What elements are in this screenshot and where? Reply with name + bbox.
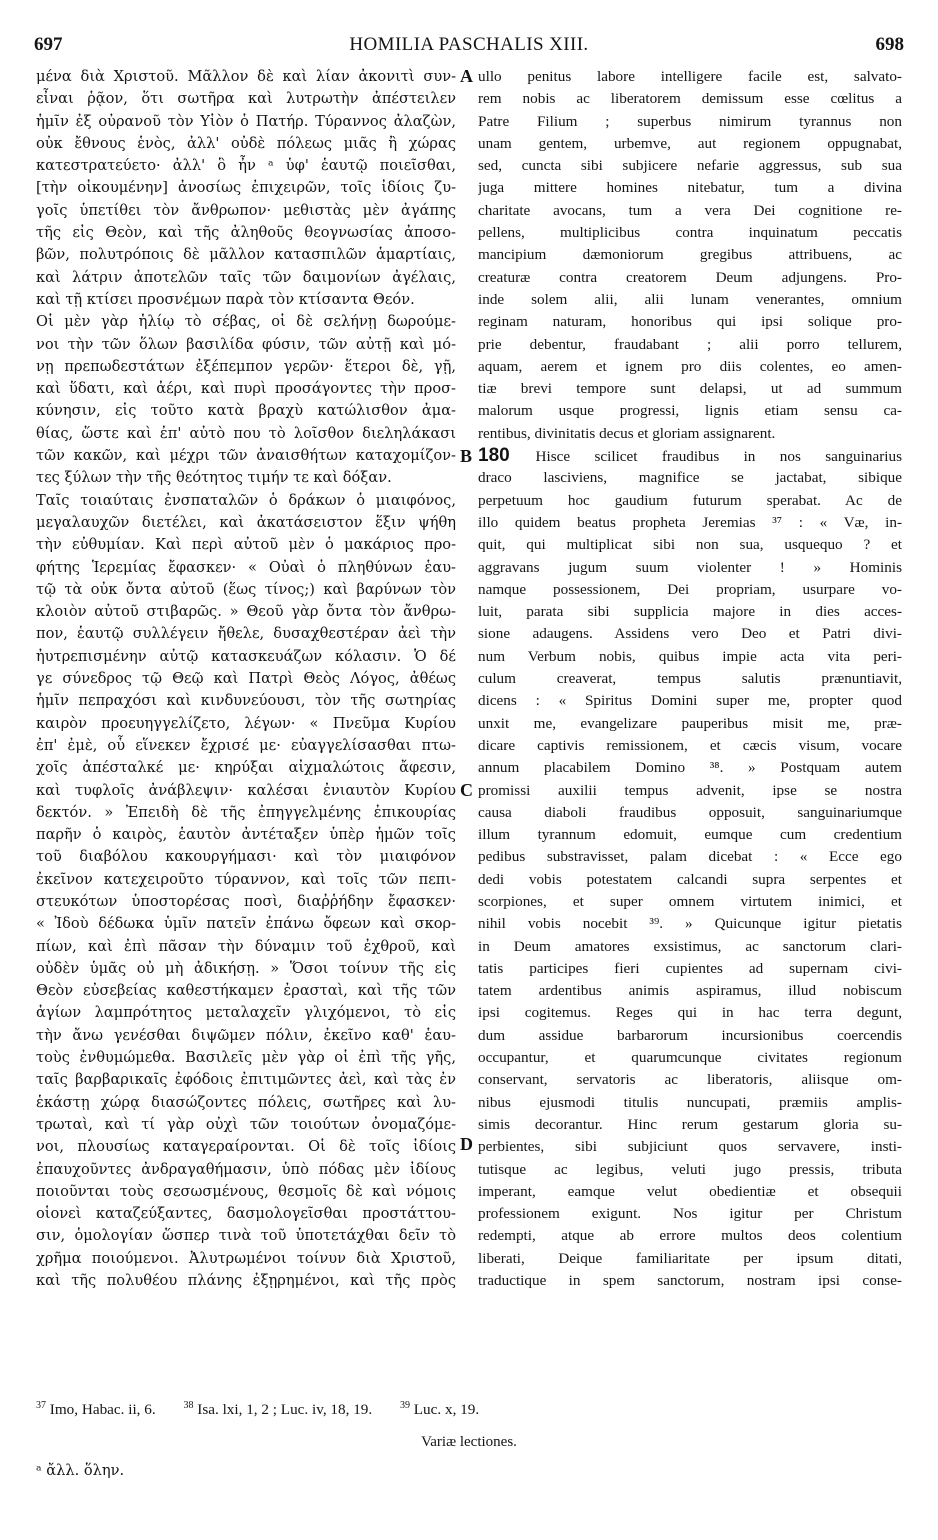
text-line: ἁγίων λαμπρότητος μεταλαχεῖν γλιχόμενοι, τὸ εἰς xyxy=(36,1004,456,1022)
text-line: promissi auxilii tempus advenit, ipse se nostra xyxy=(478,781,902,799)
text-line: quit, qui multiplicat sibi non sua, usquequo ? et xyxy=(478,536,902,554)
text-line: imperant, eamque velut obedientiæ et obsequii xyxy=(478,1182,902,1200)
text-line: νοι, πλουσίως καταγεραίρονται. Οἱ δὲ τοῖς ἰδίοις xyxy=(36,1138,456,1156)
text-line: ἠυτρεπισμένην αὐτῷ κατασκευάζων κόλασιν. Ὁ δέ xyxy=(36,647,456,665)
text-line: malorum usque progressi, lignis etiam sensu ca- xyxy=(478,402,902,420)
text-line: nibus ejusmodi titulis nuncupati, præmiis amplis- xyxy=(478,1093,902,1111)
text-line: γοῖς ὑπετίθει τὸν ἄνθρωπον· μεθιστὰς μὲν ἀγάπης xyxy=(36,201,456,219)
text-line: redempti, atque ab errore multos deos colentium xyxy=(478,1227,902,1245)
text-line: mancipium dæmoniorum gregibus attribuens, ac xyxy=(478,246,902,264)
text-line: κλοιὸν αὐτοῦ στιβαρῶς. » Θεοῦ γὰρ ὄντα τὸν ἄνθρω- xyxy=(36,603,456,621)
text-line: professionem exigunt. Nos igitur per Christum xyxy=(478,1205,902,1223)
text-line: dedi vobis potestatem calcandi supra serpentes et xyxy=(478,870,902,888)
text-line: Οἱ μὲν γὰρ ἡλίῳ τὸ σέβας, οἱ δὲ σελήνῃ δωρούμε- xyxy=(36,313,456,331)
text-line: μένα διὰ Χριστοῦ. Μᾶλλον δὲ καὶ λίαν ἀκονιτὶ συν- xyxy=(36,68,456,85)
text-line: rem nobis ac liberatorem demissum esse cœlitus a xyxy=(478,90,902,108)
text-line: καὶ ὕδατι, καὶ ἀέρι, καὶ πυρὶ προσάγοντες τὴν προσ- xyxy=(36,380,456,398)
text-line: ipsi cogitemus. Reges qui in hac terra degunt, xyxy=(478,1004,902,1022)
text-line: χοῖς ἀπέσταλκέ με· κηρύξαι αἰχμαλώτοις ἄφεσιν, xyxy=(36,759,456,777)
text-line: num Verbum nobis, quibus impie acta vita peri- xyxy=(478,647,902,665)
text-line: πίων, καὶ ἐπὶ πᾶσαν τὴν δύναμιν τοῦ ἐχθροῦ, καὶ xyxy=(36,937,456,955)
text-line: ἐκεῖνον κατεχειροῦτο τύραννον, καὶ τοῖς τῶν πεπι- xyxy=(36,870,456,888)
text-line: πον, ἑαυτῷ συλλέγειν ἤθελε, δυσαχθεστέραν ἀεὶ τὴν xyxy=(36,625,456,643)
text-line: dum assidue barbarorum incursionibus coercendis xyxy=(478,1026,902,1044)
text-line: perbientes, sibi subjiciunt quos servavere, insti- xyxy=(478,1138,902,1156)
page-number-left: 697 xyxy=(34,34,63,55)
margin-letter-d: D xyxy=(460,1134,473,1154)
running-header xyxy=(32,30,906,60)
text-line: κύνησιν, εἰς τοῦτο κατὰ βραχὺ κατώλισθον ἀμα- xyxy=(36,402,456,420)
text-line: aquam, aerem et ignem pro diis colentes, eo amen- xyxy=(478,357,902,375)
page-number-right: 698 xyxy=(875,34,904,55)
text-line: γε σύνεδρος τῷ Θεῷ καὶ Πατρὶ Θεὸς Λόγος, ἀθέως xyxy=(36,670,456,688)
latin-text-column xyxy=(478,66,902,1292)
text-line: pellens, multiplicibus contra inquinatum peccatis xyxy=(478,224,902,242)
text-line: sione adaugens. Assidens vero Deo et Patri divi- xyxy=(478,625,902,643)
text-line: τοὺς ἐνθυμώμεθα. Βασιλεῖς μὲν γὰρ οἱ ἐπὶ τῆς γῆς, xyxy=(36,1049,456,1067)
text-line: θίας, ὥστε καὶ ἐπ' αὐτὸ που τὸ λοῖσθον διεληλάκασι xyxy=(36,424,456,442)
text-line: tatis participes fieri cupientes ad supernam civi- xyxy=(478,959,902,977)
text-line: οἱονεὶ καταζεύξαντες, δασμολογεῖσθαι προστάττου- xyxy=(36,1205,456,1223)
text-line: namque possessionem, Dei propriam, usurpare vo- xyxy=(478,580,902,598)
text-line: ἡμῖν ἐξ οὐρανοῦ τὸν Υἱὸν ὁ Πατήρ. Τύραννος ἀλαζὼν, xyxy=(36,112,456,130)
footnote-39 xyxy=(400,1401,491,1418)
text-line: dicens : « Spiritus Domini super me, propter quod xyxy=(478,692,902,710)
text-line: τῆς εἰς Θεὸν, καὶ τῆς ἀληθοῦς θεογνωσίας ἀποσο- xyxy=(36,224,456,242)
text-line: pedibus substravisset, palam dicebat : « Ecce ego xyxy=(478,848,902,866)
text-line: liberati, Deique familiaritate per ipsum ditati, xyxy=(478,1249,902,1267)
text-line: in Deum amatores exsistimus, ac sanctorum clari- xyxy=(478,937,902,955)
text-line: juga mittere homines nitebatur, tum a divina xyxy=(478,179,902,197)
text-line: τῶν κακῶν, καὶ μέχρι τῶν ἀναισθήτων καταχομίζον- xyxy=(36,447,456,465)
text-line: prie debentur, fraudabant ; alii porro tellurem, xyxy=(478,335,902,353)
variae-lectiones-heading: Variæ lectiones. xyxy=(421,1434,517,1450)
text-line: καὶ τυφλοῖς ἀνάβλεψιν· καλέσαι ἐνιαυτὸν Κυρίου xyxy=(36,781,456,799)
footnotes xyxy=(36,1400,902,1419)
text-line: ἡμῖν πεπραχόσι καὶ κινδυνεύουσι, τὸν τῆς σωτηρίας xyxy=(36,692,456,710)
text-line: simis decorantur. Hinc rerum gestarum gloria su- xyxy=(478,1115,902,1133)
text-line: βῶν, πολυτρόποις δὲ μᾶλλον κατασπιλῶν ἁμαρτίαις, xyxy=(36,246,456,264)
text-line: καιρὸν προευηγγελίζετο, λέγων· « Πνεῦμα Κυρίου xyxy=(36,714,456,732)
text-line: ποιοῦνται τοὺς σεσωσμένους, θεσμοῖς δὲ καὶ νόμοις xyxy=(36,1182,456,1200)
text-line: causa diaboli fraudibus opposuit, sanguinariumque xyxy=(478,803,902,821)
text-line: κατεστρατεύετο· ἀλλ' ὃ ἦν ᵃ ὑφ' ἑαυτῷ ποιεῖσθαι, xyxy=(36,157,456,175)
text-line: ἐπαυχοῦντες ἀνδραγαθήμασιν, ὑπὸ πόδας μὲν ἰδίους xyxy=(36,1160,456,1178)
text-line: annum placabilem Domino ³⁸. » Postquam autem xyxy=(478,759,902,777)
footnote-37-mark: 37 xyxy=(36,1400,46,1411)
text-line: μεγαλαυχῶν διετέλει, καὶ ἀκατάσειστον ἕξιν ψήθη xyxy=(36,513,456,531)
text-line: occupantur, et quarumcunque civitates regionum xyxy=(478,1049,902,1067)
margin-letter-c: C xyxy=(460,780,473,800)
footnote-37 xyxy=(36,1401,168,1418)
text-line: traductique in spem sanctorum, nostram ipsi conse- xyxy=(478,1272,902,1290)
text-line: tutisque ac legibus, veluti jugo pressis, tributa xyxy=(478,1160,902,1178)
text-line: οὐδὲν ὑμᾶς οὐ μὴ ἀδικήσῃ. » Ὅσοι τοίνυν τῆς εἰς xyxy=(36,959,456,977)
text-line: illo quidem beatus propheta Jeremias ³⁷ : « Væ, in- xyxy=(478,513,902,531)
running-title: HOMILIA PASCHALIS XIII. xyxy=(349,34,589,55)
text-line: καὶ τῇ κτίσει προσνέμων παρὰ τὸν κτίσαντα Θεόν. xyxy=(36,290,415,308)
text-line: inde solem alii, alii lunam venerantes, omnium xyxy=(478,290,902,308)
text-line: τοῦ διαβόλου κακουργήμασι· καὶ τὸν μιαιφόνον xyxy=(36,848,456,866)
text-line: χρῆμα ποιούμενοι. Ἀλυτρωμένοι τοίνυν διὰ Χριστοῦ, xyxy=(36,1249,456,1267)
text-line: παρῆν ὁ καιρὸς, ἑαυτὸν ἀντέταξεν ὑπὲρ ἡμῶν τοῖς xyxy=(36,826,456,844)
text-line: [τὴν οἰκουμένην] ἀνοσίως ἐπιχειρῶν, τοῖς ἰδίοις ζυ- xyxy=(36,179,456,197)
text-line: καὶ λάτριν ἀποτελῶν ταῖς τῶν δαιμονίων ἀγέλαις, xyxy=(36,268,456,286)
footnote-38-text: Isa. lxi, 1, 2 ; Luc. iv, 18, 19. xyxy=(197,1401,373,1419)
text-line: ταῖς βαρβαρικαῖς ἐφόδοις ἐπιτιμῶντες ἀεὶ, καὶ τὰς ἐν xyxy=(36,1071,456,1089)
text-line: Θεὸν εὐσεβείας καθεστήκαμεν ἐρασταὶ, καὶ τῆς τῶν xyxy=(36,982,456,1000)
section-number: 180 xyxy=(478,445,536,467)
text-line: τὴν ἄνω γενέσθαι διψῶμεν πόλιν, ἐκεῖνο καθ' ἑαυ- xyxy=(36,1026,456,1044)
text-line: εἶναι ῥᾷον, ὅτι σωτῆρα καὶ λυτρωτὴν ἀπέστειλεν xyxy=(36,90,456,108)
text-line: unxit me, evangelizare pauperibus misit me, præ- xyxy=(478,714,902,732)
text-line: δεκτόν. » Ἐπειδὴ δὲ τῆς ἐπηγγελμένης ἐπικουρίας xyxy=(36,803,456,821)
text-line: unam gentem, urbemve, aut regionem oppugnabat, xyxy=(478,134,902,152)
text-line: φήτης Ἱερεμίας ἔφασκεν· « Οὐαὶ ὁ πληθύνων ἑαυ- xyxy=(36,558,456,576)
text-line: conservant, servatoris ac liberatoris, aliisque om- xyxy=(478,1071,902,1089)
footnote-39-text: Luc. x, 19. xyxy=(413,1401,480,1419)
text-line: perpetuum hoc gaudium futurum sperabat. Ac de xyxy=(478,491,902,509)
text-line: luit, parata sibi supplicia majore in dies acces- xyxy=(478,603,902,621)
text-line: στευκότων ὑποστορέσας ποσὶ, διαῤῥήδην ἔφασκεν· xyxy=(36,892,456,910)
footnote-39-mark: 39 xyxy=(399,1400,410,1411)
text-line: τρωταὶ, καὶ τί γὰρ οὐχὶ τῶν τοιούτων ὀνομαζόμε- xyxy=(36,1115,456,1133)
text-line: aggravans jugum suum violenter ! » Hominis xyxy=(478,558,902,576)
margin-letter-a: A xyxy=(460,66,473,86)
text-line: ἑκάστῃ χώρᾳ διασώζοντες πόλεις, σωτῆρες καὶ λυ- xyxy=(36,1093,456,1111)
text-line: ullo penitus labore intelligere facile est, salvato- xyxy=(478,68,902,85)
footnote-38-mark: 38 xyxy=(183,1400,194,1411)
text-line: « Ἰδοὺ δέδωκα ὑμῖν πατεῖν ἐπάνω ὄφεων καὶ σκορ- xyxy=(36,915,456,933)
text-line: illum tyrannum edomuit, eumque cum credentium xyxy=(478,826,902,844)
text-line: ἐπ' ἐμὲ, οὗ εἵνεκεν ἔχρισέ με· εὐαγγελίσασθαι πτω- xyxy=(36,736,456,754)
text-line: reginam naturam, honoribus qui ipsi solique pro- xyxy=(478,313,902,331)
text-line: οὐκ ἔθνους ἑνὸς, ἀλλ' οὐδὲ πόλεως μιᾶς ἢ χώρας xyxy=(36,134,456,152)
text-line: scorpiones, et super omnem virtutem inimici, et xyxy=(478,892,902,910)
text-line: τῷ τὰ οὐκ ὄντα αὐτοῦ (ἕως τίνος;) καὶ βαρύνων τὸν xyxy=(36,580,456,598)
greek-text-column xyxy=(36,66,456,1292)
text-line: tiæ brevi tempore sunt delapsi, ut ad summum xyxy=(478,380,902,398)
text-line: Patre Filium ; superbus nimirum tyrannus non xyxy=(478,112,902,130)
margin-letter-b: B xyxy=(460,446,473,466)
text-line: dicare captivis remissionem, et cæcis visum, vocare xyxy=(478,736,902,754)
text-line: σιν, ὁμολογίαν ὥσπερ τινὰ τοῦ ὑποτετάχθαι δεῖν τὸ xyxy=(36,1227,456,1245)
footnote-38 xyxy=(183,1401,384,1418)
text-line: tatem ardentibus animis aspiramus, illud nobiscum xyxy=(478,982,902,1000)
footnote-37-text: Imo, Habac. ii, 6. xyxy=(49,1401,156,1419)
text-line: sed, cuncta sibi subjicere nefarie aggressus, sub sua xyxy=(478,157,902,175)
text-line: νοι τὴν τῶν ὅλων βασιλίδα φύσιν, τῶν αὐτῇ καὶ μό- xyxy=(36,335,456,353)
text-line: creaturæ contra creatorem Deum adjungens. Pro- xyxy=(478,268,902,286)
text-line: τες ξύλων τὴν τῆς θεότητος τιμήν τε καὶ δόξαν. xyxy=(36,469,392,487)
text-line: τὴν εὐθυμίαν. Καὶ περὶ αὐτοῦ μὲν ὁ μακάριος προ- xyxy=(36,536,456,554)
text-line: rentibus, divinitatis decus et gloriam assignarent. xyxy=(478,424,776,442)
text-line: nihil vobis nocebit ³⁹. » Quicunque igitur pietatis xyxy=(478,915,902,933)
text-line: culum creaverat, tempus salutis prænuntiavit, xyxy=(478,670,902,688)
text-line: Ταῖς τοιαύταις ἐνσπαταλῶν ὁ δράκων ὁ μιαιφόνος, xyxy=(36,491,456,509)
text-line: charitate avocans, tum a vera Dei cognitione re- xyxy=(478,201,902,219)
text-line: draco lasciviens, magnifice se jactabat, sibique xyxy=(478,469,902,487)
text-line: νῃ πρεπωδεστάτων ἐξέπεμπον γερῶν· ἕτεροι δὲ, γῇ, xyxy=(36,357,456,375)
text-line: καὶ τῆς πολυθέου πλάνης ἐξῃρημένοι, καὶ τῆς πρὸς xyxy=(36,1272,456,1290)
variant-reading-note: ᵃ ἄλλ. ὅλην. xyxy=(36,1462,125,1479)
text-line: 180 Hisce scilicet fraudibus in nos sanguinarius xyxy=(478,445,902,467)
